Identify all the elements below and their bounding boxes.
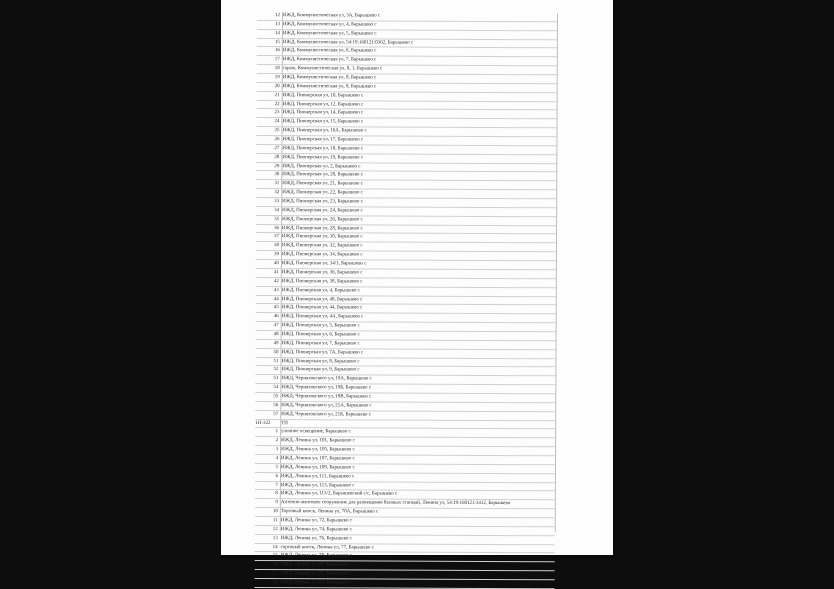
row-number: 4 <box>275 456 279 462</box>
row-address: ИЖД, Ленина ул, 80, Барышево с <box>280 562 352 568</box>
row-number: 12 <box>274 13 280 19</box>
row-address: ТП <box>281 420 288 426</box>
row-number: 27 <box>274 145 280 151</box>
row-address: ИЖД, Пионерская ул, 12, Барышево с <box>282 101 364 108</box>
row-number: 1 <box>275 429 279 435</box>
row-address: Торговый киоск, Ленина ул, 70А, Барышево с <box>280 509 379 515</box>
row-number: 42 <box>273 278 279 284</box>
row-address: ИЖД, Черняховского ул, 19А, Барышево с <box>281 376 372 382</box>
row-number: 32 <box>274 190 280 196</box>
row-address: ИЖД, Черняховского ул, 21Б, Барышево с <box>281 411 371 418</box>
row-number: 2 <box>275 438 279 444</box>
row-number: 41 <box>273 269 279 276</box>
row-number: 17 <box>274 57 280 63</box>
row-code: 1Н-322 <box>255 420 271 426</box>
row-address: ИЖД, Пионерская ул, 15, Барышево с <box>282 119 364 125</box>
row-address: ИЖД, Коммунистическая ул, 3А, Барышево с <box>282 13 381 19</box>
row-number: 3 <box>275 447 279 453</box>
row-address: ИЖД, Пионерская ул, 40, Барышево с <box>281 296 363 302</box>
row-address: ИЖД, Ленина ул, 113, Барышево с <box>280 482 355 488</box>
row-number: 39 <box>273 252 279 258</box>
row-address: уличное освещение, Барышево с <box>281 429 351 435</box>
row-address: торговый киоск, Ленина ул, 77, Барышево с <box>280 544 374 551</box>
row-address: ИЖД, Пионерская ул, 26, Барышево с <box>282 216 363 223</box>
row-number: 47 <box>273 323 279 329</box>
row-number: 18 <box>272 580 278 586</box>
row-number: 15 <box>272 553 278 559</box>
row-address: ИЖД, Черняховского ул, 21А, Барышево с <box>281 402 372 409</box>
row-number: 36 <box>274 225 280 231</box>
row-address: ИЖД, Пионерская ул, 10, Барышево с <box>282 92 364 99</box>
row-number: 9 <box>275 500 278 506</box>
row-address: ИЖД, Пионерская ул, 4, Барышево с <box>281 287 360 294</box>
row-address: ИЖД, Ленина ул, 82, Барышево с <box>280 571 352 577</box>
row-number: 30 <box>274 172 280 178</box>
row-number: 21 <box>274 92 280 98</box>
row-number: 31 <box>274 181 280 187</box>
row-address: ИЖД, Черняховского ул, 19Б, Барышево с <box>281 385 371 391</box>
row-number: 14 <box>274 30 280 36</box>
row-address: ИЖД, Пионерская ул, 34/1, Барышево с <box>281 261 367 267</box>
row-number: 8 <box>275 491 278 497</box>
row-number: 22 <box>274 101 280 107</box>
row-number: 16 <box>274 48 280 54</box>
row-address: ИЖД, Ленина ул, 76, Барышево с <box>280 535 352 542</box>
row-number: 50 <box>273 349 279 355</box>
row-address: ИЖД, Ленина ул, 107, Барышево с <box>281 456 355 462</box>
row-number: 18 <box>274 66 280 72</box>
row-number: 38 <box>273 243 279 249</box>
row-address: ИЖД, Пионерская ул, 28, Барышево с <box>282 225 363 232</box>
row-address: ИЖД, Пионерская ул, 16А, Барышево с <box>282 128 367 134</box>
row-address: ИЖД, Ленина ул, 78, Барышево с <box>280 553 352 559</box>
row-address: ИЖД, Пионерская ул, 14, Барышево с <box>282 110 364 116</box>
row-number: 23 <box>274 110 280 116</box>
row-number: 19 <box>274 75 280 81</box>
row-number: 20 <box>274 83 280 89</box>
row-address: ИЖД, Ленина ул, 74, Барышево с <box>280 526 352 533</box>
row-number: 26 <box>274 137 280 143</box>
row-address: ИЖД, Пионерская ул, 23, Барышево с <box>282 199 363 205</box>
row-address: ИЖД, Пионерская ул, 38, Барышево с <box>281 278 363 285</box>
row-address: ИЖД, Пионерская ул, 34, Барышево с <box>281 252 363 258</box>
table-rows <box>254 12 557 589</box>
row-number: 7 <box>275 482 278 488</box>
row-number: 35 <box>274 216 280 222</box>
row-address: ИЖД, Пионерская ул, 5, Барышево с <box>281 323 360 329</box>
row-number: 14 <box>272 544 278 550</box>
row-number: 12 <box>272 526 278 532</box>
row-number: 24 <box>274 119 280 125</box>
row-number: 6 <box>275 473 278 479</box>
row-number: 10 <box>272 509 278 515</box>
row-number: 5 <box>275 464 279 470</box>
row-address: ИЖД, Пионерская ул, 19, Барышево с <box>282 154 364 161</box>
row-number: 29 <box>274 163 280 169</box>
row-address: ИЖД, Ленина ул, 111, Барышево с <box>280 473 355 480</box>
row-address: ИЖД, Пионерская ул, 18, Барышево с <box>282 146 364 152</box>
row-number: 40 <box>273 261 279 267</box>
row-address: ИЖД, Ленина ул, 113/2, Барышевский с/с, Барышево с <box>280 491 398 498</box>
row-number: 16 <box>272 562 278 568</box>
row-address: ИЖД, Пионерская ул, 17, Барышево с <box>282 137 364 143</box>
row-number: 46 <box>273 314 279 320</box>
row-number: 11 <box>272 518 278 524</box>
row-number: 56 <box>273 402 279 408</box>
row-number: 25 <box>274 128 280 134</box>
row-address: ИЖД, Пионерская ул, 7, Барышево с <box>281 340 360 347</box>
row-address: ИЖД, Пионерская ул, 2, Барышево с <box>282 163 361 170</box>
row-address: ИЖД, Коммунистическая ул, 5, Барышево с <box>282 30 377 37</box>
row-address: ИЖД, Коммунистическая ул, 6, Барышево с <box>282 48 377 54</box>
row-address: ИЖД, Пионерская ул, 21, Барышево с <box>282 181 363 187</box>
row-number: 55 <box>273 394 279 400</box>
row-number: 54 <box>273 385 279 391</box>
row-address: ИЖД, Коммунистическая ул, 54:19:160121:0362, Барышево с <box>282 39 414 46</box>
row-number: 48 <box>273 332 279 338</box>
row-address: ИЖД, Пионерская ул, 32, Барышево с <box>281 243 363 249</box>
row-address: ИЖД, Коммунистическая ул, 9, Барышево с <box>282 83 377 90</box>
row-number: 53 <box>273 376 279 382</box>
row-address: ИЖД, Пионерская ул, 7А, Барышево с <box>281 349 364 356</box>
row-number: 43 <box>273 287 279 293</box>
address-table <box>255 12 557 586</box>
row-address: ИЖД, Пионерская ул, 22, Барышево с <box>282 190 363 196</box>
row-address: ИЖД, Пионерская ул, 6, Барышево с <box>281 332 360 338</box>
row-address: ИЖД, Пионерская ул, 9, Барышево с <box>281 367 360 373</box>
row-address: ИЖД, Пионерская ул, 8, Барышево с <box>281 358 360 364</box>
row-number: 13 <box>272 535 278 541</box>
row-address: ИЖД, Черняховского ул, 19В, Барышево с <box>281 394 372 400</box>
row-number: 13 <box>274 21 280 27</box>
row-address: ИЖД, Пионерская ул, 20, Барышево с <box>282 172 363 178</box>
row-address: Антенно-мачтовое сооружение для размещения базовых станций, Ленина ул, 54:19:160121:3412, Барышево <box>280 500 511 507</box>
row-address: ИЖД, Ленина ул, 84, Барышево с <box>280 580 352 586</box>
row-address: ИЖД, Ленина ул, 101, Барышево с <box>281 438 355 444</box>
scanned-page <box>221 0 613 586</box>
row-address: ИЖД, Пионерская ул, 30, Барышево с <box>282 234 363 240</box>
row-address: ИЖД, Коммунистическая ул, 7, Барышево с <box>282 57 377 63</box>
row-address: ИЖД, Ленина ул, 72, Барышево с <box>280 518 352 524</box>
row-number: 52 <box>273 367 279 373</box>
row-number: 17 <box>272 571 278 577</box>
row-number: 37 <box>274 234 280 240</box>
row-address: ИЖД, Пионерская ул, 36, Барышево с <box>281 270 363 276</box>
row-address: ИЖД, Пионерская ул, 44, Барышево с <box>281 305 363 311</box>
row-number: 34 <box>274 207 280 214</box>
row-address: ИЖД, Коммунистическая ул, 8, Барышево с <box>282 75 377 81</box>
row-number: 33 <box>274 199 280 205</box>
row-number: 45 <box>273 305 279 311</box>
row-address: ИЖД, Пионерская ул, 4А, Барышево с <box>281 314 364 320</box>
row-number: 28 <box>274 154 280 160</box>
row-number: 51 <box>273 358 279 364</box>
table-row <box>254 579 554 589</box>
row-address: гараж, Коммунистическая ул, 8, 1, Барышево с <box>282 66 383 72</box>
row-number: 57 <box>273 411 279 417</box>
row-number: 49 <box>273 340 279 346</box>
row-number: 15 <box>274 39 280 45</box>
row-number: 44 <box>273 296 279 302</box>
row-address: ИЖД, Коммунистическая ул, 4, Барышево с <box>282 21 377 28</box>
row-address: ИЖД, Ленина ул, 109, Барышево с <box>281 464 355 471</box>
row-address: ИЖД, Ленина ул, 105, Барышево с <box>281 447 355 453</box>
row-address: ИЖД, Пионерская ул, 24, Барышево с <box>282 208 363 214</box>
